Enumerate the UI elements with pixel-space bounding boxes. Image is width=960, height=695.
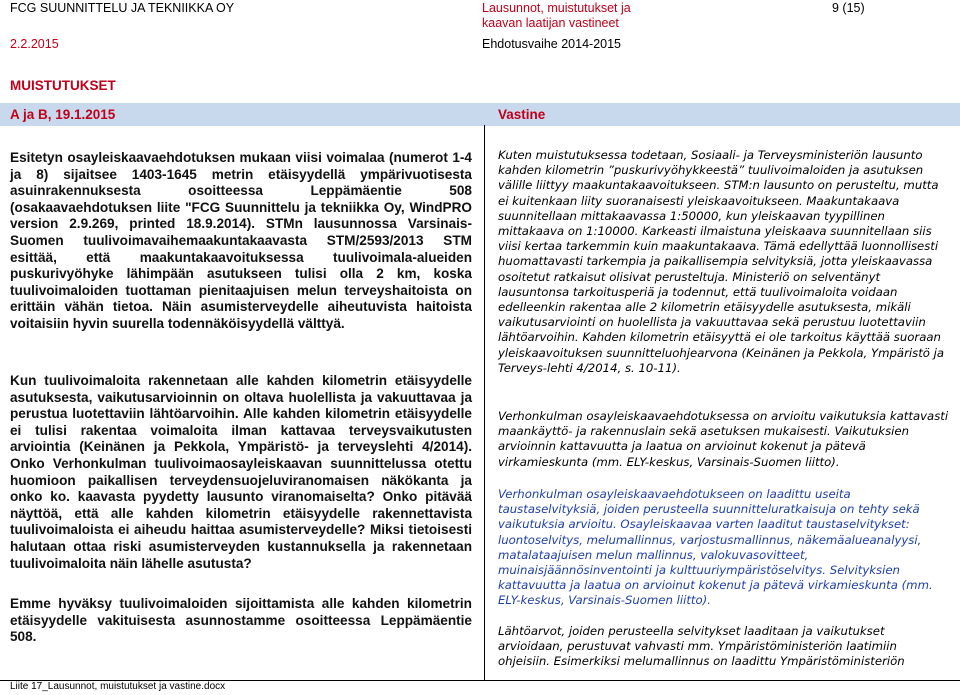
document-date: 2.2.2015: [10, 37, 59, 51]
response-paragraph-3: Verhonkulman osayleiskaavaehdotukseen on laadittu useita taustaselvityksiä, joiden perusteella suunnitteluratkaisuja on tehty sekä vaikutuksia arvioitu. Osayleiskaavaa varten laaditut taustaselvitykset: luontoselvitys, melumallinnus, varjostusmallinnus, näkemäalueanalyysi, matalataajuisen melun mallinnus, valokuvasovitteet, muinaisjäännösinventointi ja kulttuuriympäristöselvitys. Selvityksien kattavuutta ja laatua on arvioinut kokenut ja pätevä virkamieskunta (mm. ELY-keskus, Varsinais-Suomen liitto).: [498, 487, 933, 608]
company-name: FCG SUUNNITTELU JA TEKNIIKKA OY: [10, 1, 235, 15]
objection-paragraph-3: Emme hyväksy tuulivoimaloiden sijoittamista alle kahden kilometrin etäisyydelle vakituisesta asunnostamme osoitteessa Leppämäentie 508.: [10, 596, 472, 645]
table-header-row: [0, 103, 960, 126]
response-paragraph-4: Lähtöarvot, joiden perusteella selvitykset laaditaan ja vaikutukset arvioidaan, perustuvat vahvasti mm. Ympäristöministeriön laatimiin ohjeisiin. Esimerkiksi melumallinnus on laadittu Ympäristöministeriön: [498, 624, 905, 669]
footer-filename: Liite 17_Lausunnot, muistutukset ja vastine.docx: [10, 681, 226, 692]
document-title-line-2: kaavan laatijan vastineet: [482, 16, 619, 30]
response-paragraph-1: Kuten muistutuksessa todetaan, Sosiaali- ja Terveysministeriön lausunto kahden kilometrin ”puskurivyöhykkeestä” tuulivoimaloiden ja asutuksen välille liittyy maakuntakaavoitukseen. STM:n lausunto on perusteltu, mutta ei kuitenkaan liity suoranaisesti yleiskaavoitukseen. Maakuntakaava suunnitellaan mittakaavassa 1:50000, kun yleiskaavan tyypillinen mittakaava on 1:10000. Karkeasti ilmaistuna yleiskaava suunnitellaan siis viisi kertaa tarkemmin kuin maakuntakaava. Tämä edellyttää luonnollisesti huomattavasti tarkempia ja paikallisempia selvityksiä, jotta yleiskaavassa osoitetut ratkaisut olisivat perusteltuja. Ministeriö on selventänyt lausuntonsa tarkoitusperiä ja todennut, että tuulivoimaloita voidaan edelleenkin rakentaa alle 2 kilometrin etäisyydelle asutuksesta, mikäli vaikutusarviointi on huolellista ja vakuuttavaa sekä perustuu luotettaviin lähtöarvoihin. Kahden kilometrin etäisyyttä ei ole tarkoitus käyttää suoraan yleiskaavoituksen suunnitteluohjearvona (Keinänen ja Pekkola, Ympäristö ja Terveys-lehti 4/2014, s. 10-11).: [498, 148, 945, 375]
section-title: MUISTUTUKSET: [10, 78, 116, 93]
page-number: 9 (15): [832, 1, 865, 15]
response-paragraph-2: Verhonkulman osayleiskaavaehdotuksessa on arvioitu vaikutuksia kattavasti maankäyttö- ja rakennuslain sekä asetuksen mukaisesti. Vaikutuksien arvioinnin kattavuutta ja laatua on arvioinut kokenut ja pätevä virkamieskunta (mm. ELY-keskus, Varsinais-Suomen liitto).: [498, 409, 949, 469]
table-header-right: Vastine: [498, 107, 546, 122]
objection-paragraph-2: Kun tuulivoimaloita rakennetaan alle kahden kilometrin etäisyydelle asutuksesta, vaikutusarvioinnin on oltava huolellista ja vakuuttavaa ja perustua luotettaviin lähtöarvoihin. Alle kahden kilometrin etäisyydelle ei tulisi rakentaa voimaloita ilman kattavaa terveysvaikutusten arviointia (Keinänen ja Pekkola, Ympäristö- ja terveyslehti 4/2014). Onko Verhonkulman tuulivoimaosayleiskaavan suunnittelussa otettu huomioon paikallisen terveydensuojeluviranomaisen näkökanta ja onko ko. kaavasta pyydetty lausunto viranomaiselta? Onko pitävää näyttöä, että alle kahden kilometrin etäisyydelle rakennettavista tuulivoimaloista ei aiheudu haittaa asumisterveydelle? Miksi tietoisesti halutaan ottaa riski asumisterveyden kustannuksella ja rakennetaan tuulivoimaloita näin lähelle asutusta?: [10, 373, 472, 571]
objection-paragraph-1: Esitetyn osayleiskaavaehdotuksen mukaan viisi voimalaa (numerot 1-4 ja 8) sijaitsee 1403-1645 metrin etäisyydellä ympärivuotisesta asuinrakennuksesta osoitteessa Leppämäentie 508 (osakaavaehdotuksen liite "FCG Suunnittelu ja tekniikka Oy, WindPRO version 2.9.269, printed 18.9.2014). STMn lausunnossa Varsinais-Suomen tuulivoimavaihemaakuntakaavasta STM/2593/2013 STM esittää, että maakuntakaavoituksessa tuulivoimala-alueiden puskurivyöhyke lähimpään asutukseen tulisi olla 2 km, koska tuulivoimaloiden tuottaman pienitaajuisen melun terveyshaitoista on erittäin vähän tietoa. Näin asumisterveydelle aiheutuvista haitoista voitaisiin hyvin suurella todennäköisyydellä välttyä.: [10, 150, 472, 331]
table-header-left: A ja B, 19.1.2015: [10, 107, 116, 122]
document-phase: Ehdotusvaihe 2014-2015: [482, 37, 622, 51]
column-divider: [484, 125, 485, 680]
document-title-line-1: Lausunnot, muistutukset ja: [482, 1, 631, 15]
